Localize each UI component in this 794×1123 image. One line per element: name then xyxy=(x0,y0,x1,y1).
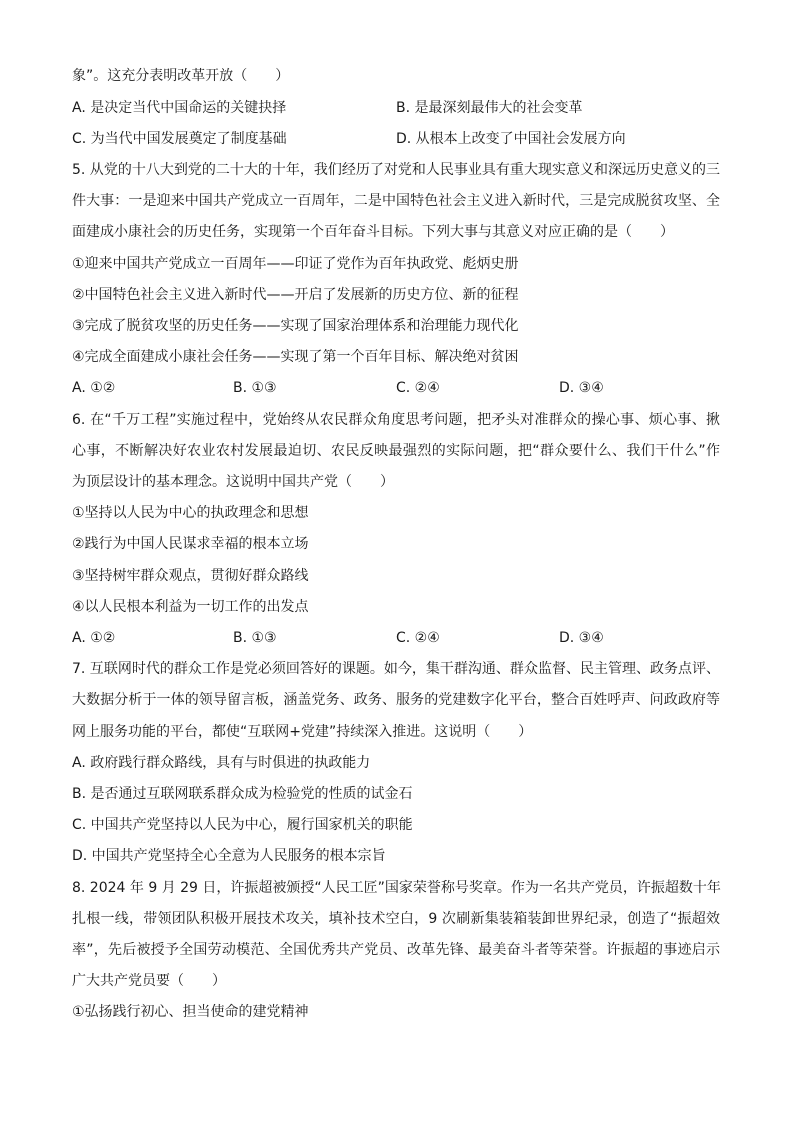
q5-option-d: D. ③④ xyxy=(559,380,604,396)
q5-statement-3: ③完成了脱贫攻坚的历史任务——实现了国家治理体系和治理能力现代化 xyxy=(72,318,519,334)
q6-stem-line-2: 心事，不断解决好农业农村发展最迫切、农民反映最强烈的实际问题，把“群众要什么、我们干什么”作 xyxy=(72,443,720,459)
q4-option-d: D. 从根本上改变了中国社会发展方向 xyxy=(396,131,626,147)
q6-option-d: D. ③④ xyxy=(559,630,604,646)
q6-statement-4: ④以人民根本利益为一切工作的出发点 xyxy=(72,599,309,615)
q6-statement-1: ①坚持以人民为中心的执政理念和思想 xyxy=(72,505,309,521)
q4-option-a: A. 是决定当代中国命运的关键抉择 xyxy=(72,100,287,116)
q4-option-b: B. 是最深刻最伟大的社会变革 xyxy=(396,100,583,116)
q6-statement-3: ③坚持树牢群众观点，贯彻好群众路线 xyxy=(72,568,309,584)
q7-stem-line-3: 网上服务功能的平台，都使“互联网+党建”持续深入推进。这说明（ ） xyxy=(72,724,533,740)
q8-stem-line-1: 8. 2024 年 9 月 29 日，许振超被颁授“人民工匠”国家荣誉称号奖章。作为一名共产党员，许振超数十年 xyxy=(72,880,721,896)
q7-option-a: A. 政府践行群众路线，具有与时俱进的执政能力 xyxy=(72,755,371,771)
q6-option-b: B. ①③ xyxy=(233,630,277,646)
q6-option-a: A. ①② xyxy=(72,630,116,646)
q6-option-c: C. ②④ xyxy=(396,630,440,646)
q5-stem-line-3: 面建成小康社会的历史任务，实现第一个百年奋斗目标。下列大事与其意义对应正确的是（ ） xyxy=(72,224,674,240)
q7-stem-line-1: 7. 互联网时代的群众工作是党必须回答好的课题。如今，集干群沟通、群众监督、民主管理、政务点评、 xyxy=(72,661,720,677)
q7-option-d: D. 中国共产党坚持全心全意为人民服务的根本宗旨 xyxy=(72,848,386,864)
q4-stem-tail: 象”。这充分表明改革开放（ ） xyxy=(72,68,290,84)
q8-statement-1: ①弘扬践行初心、担当使命的建党精神 xyxy=(72,1004,309,1020)
q5-stem-line-1: 5. 从党的十八大到党的二十大的十年，我们经历了对党和人民事业具有重大现实意义和深远历史意义的三 xyxy=(72,162,720,178)
q5-option-a: A. ①② xyxy=(72,380,116,396)
q5-option-c: C. ②④ xyxy=(396,380,440,396)
q5-option-b: B. ①③ xyxy=(233,380,277,396)
q7-option-b: B. 是否通过互联网联系群众成为检验党的性质的试金石 xyxy=(72,786,413,802)
q5-statement-1: ①迎来中国共产党成立一百周年——印证了党作为百年执政党、彪炳史册 xyxy=(72,256,519,272)
q5-stem-line-2: 件大事：一是迎来中国共产党成立一百周年，二是中国特色社会主义进入新时代，三是完成脱贫攻坚、全 xyxy=(72,193,720,209)
q8-stem-line-4: 广大共产党员要（ ） xyxy=(72,973,226,989)
q8-stem-line-2: 扎根一线，带领团队积极开展技术攻关，填补技术空白，9 次刷新集装箱装卸世界纪录，创造了“振超效 xyxy=(72,911,720,927)
q4-option-c: C. 为当代中国发展奠定了制度基础 xyxy=(72,131,287,147)
q7-stem-line-2: 大数据分析于一体的领导留言板，涵盖党务、政务、服务的党建数字化平台，整合百姓呼声、问政政府等 xyxy=(72,692,720,708)
q5-statement-2: ②中国特色社会主义进入新时代——开启了发展新的历史方位、新的征程 xyxy=(72,287,519,303)
q6-statement-2: ②践行为中国人民谋求幸福的根本立场 xyxy=(72,536,309,552)
q8-stem-line-3: 率”，先后被授予全国劳动模范、全国优秀共产党员、改革先锋、最美奋斗者等荣誉。许振超的事迹启示 xyxy=(72,942,720,958)
q6-stem-line-1: 6. 在“千万工程”实施过程中，党始终从农民群众角度思考问题，把矛头对准群众的操心事、烦心事、揪 xyxy=(72,412,720,428)
q6-stem-line-3: 为顶层设计的基本理念。这说明中国共产党（ ） xyxy=(72,474,394,490)
q5-statement-4: ④完成全面建成小康社会任务——实现了第一个百年目标、解决绝对贫困 xyxy=(72,349,519,365)
q7-option-c: C. 中国共产党坚持以人民为中心，履行国家机关的职能 xyxy=(72,817,413,833)
